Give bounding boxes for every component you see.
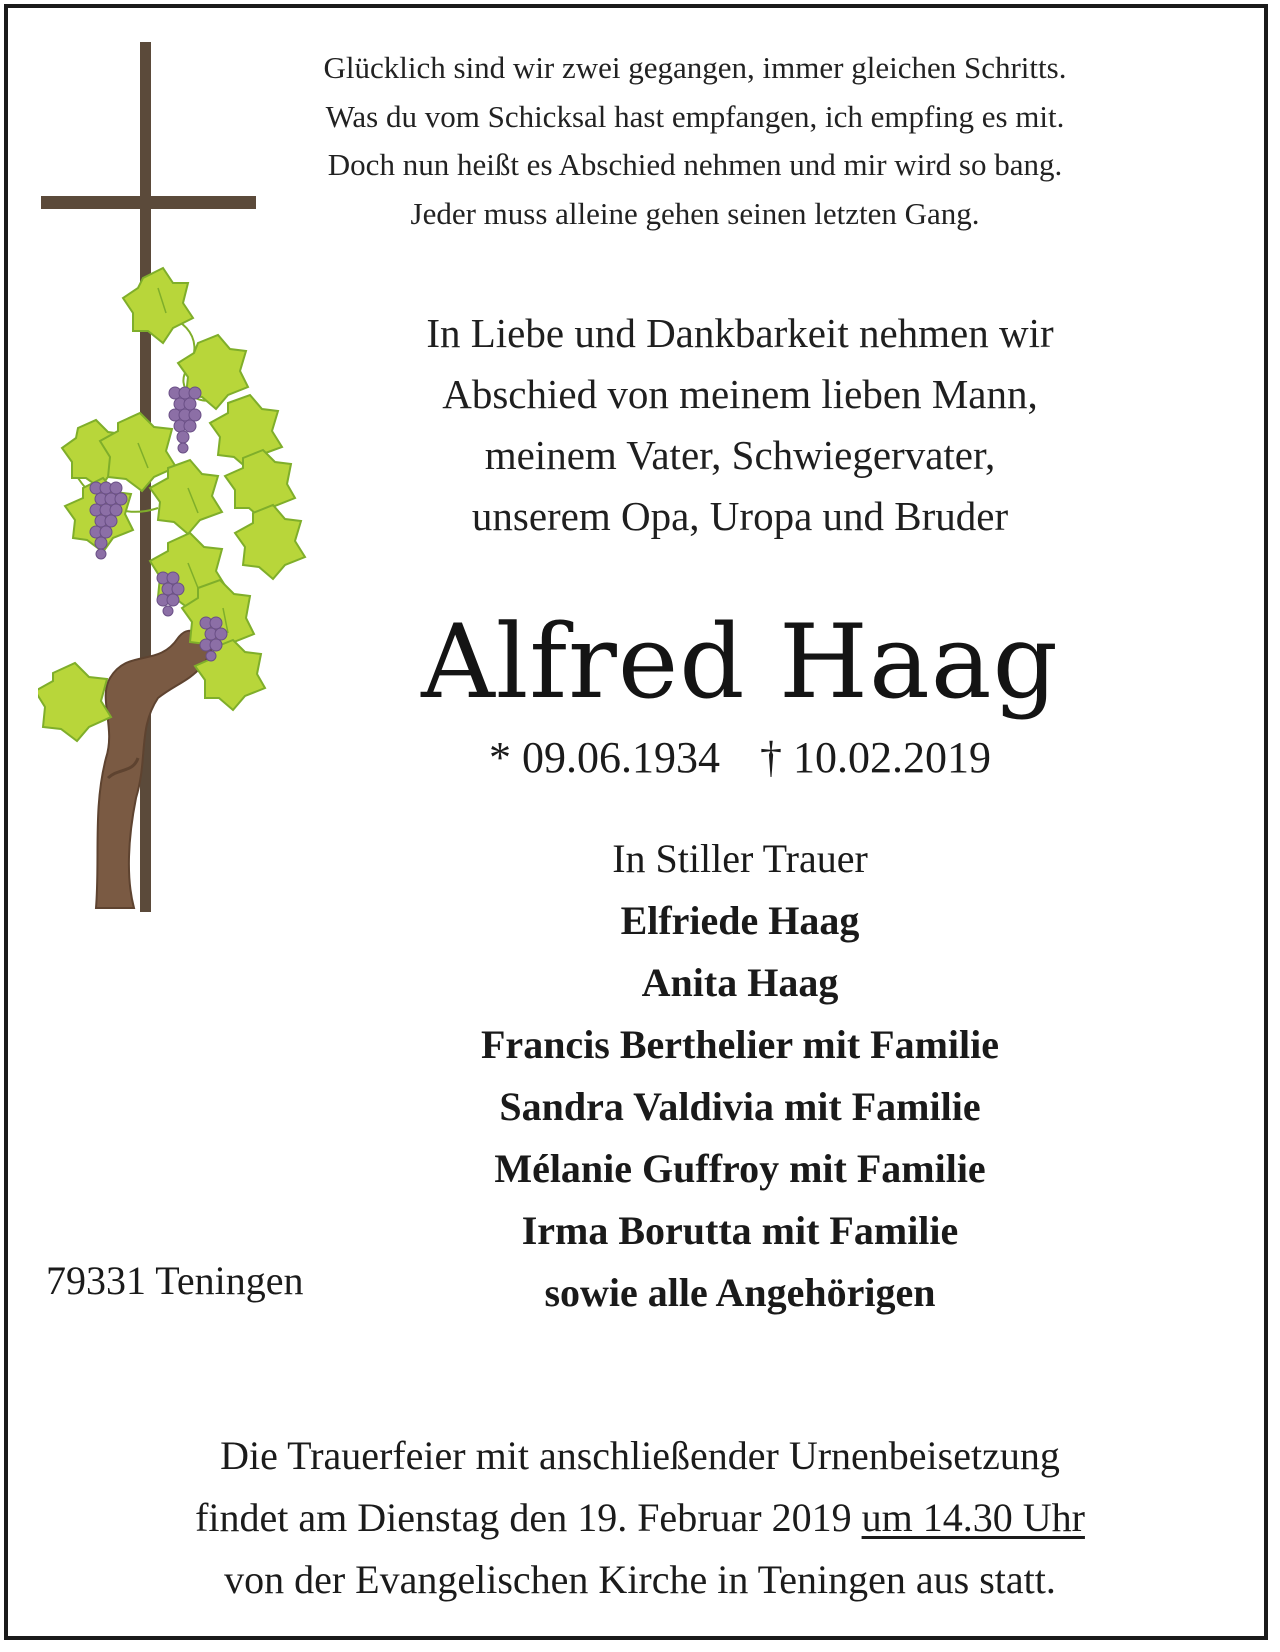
poem-line: Doch nun heißt es Abschied nehmen und mir wird so bang. xyxy=(327,147,1063,182)
mourner-name: sowie alle Angehörigen xyxy=(544,1270,936,1315)
service-line: Die Trauerfeier mit anschließender Urnenbeisetzung xyxy=(220,1433,1060,1478)
location: 79331 Teningen xyxy=(46,1258,304,1303)
mourner-name: Elfriede Haag xyxy=(620,898,860,943)
mourner-name: Sandra Valdivia mit Familie xyxy=(499,1084,981,1129)
service-time: um 14.30 Uhr xyxy=(861,1495,1085,1540)
intro-line: meinem Vater, Schwiegervater, xyxy=(484,432,996,478)
mourner-name: Irma Borutta mit Familie xyxy=(521,1208,959,1253)
poem-line: Glücklich sind wir zwei gegangen, immer gleichen Schritts. xyxy=(323,50,1067,85)
intro-line: Abschied von meinem lieben Mann, xyxy=(442,371,1038,417)
service-line: von der Evangelischen Kirche in Teningen aus statt. xyxy=(224,1557,1056,1602)
service-date: findet am Dienstag den 19. Februar 2019 xyxy=(195,1495,852,1540)
birth-date: * 09.06.1934 xyxy=(489,733,720,782)
poem-line: Jeder muss alleine gehen seinen letzten Gang. xyxy=(410,195,980,231)
mourner-name: Mélanie Guffroy mit Familie xyxy=(494,1146,986,1191)
intro-line: In Liebe und Dankbarkeit nehmen wir xyxy=(426,310,1054,356)
life-dates xyxy=(330,730,1150,786)
poem xyxy=(190,44,1200,238)
service-info xyxy=(30,1425,1250,1611)
mourner-name: Francis Berthelier mit Familie xyxy=(481,1022,999,1067)
death-date: † 10.02.2019 xyxy=(760,733,991,782)
service-line xyxy=(30,1487,1250,1549)
mourners-list xyxy=(330,828,1150,1324)
intro-line: unserem Opa, Uropa und Bruder xyxy=(471,493,1009,539)
poem-line: Was du vom Schicksal hast empfangen, ich empfing es mit. xyxy=(325,98,1065,134)
intro-text xyxy=(330,303,1150,547)
mourner-name: Anita Haag xyxy=(641,960,839,1005)
deceased-name: Alfred Haag xyxy=(421,603,1059,722)
mourners-heading: In Stiller Trauer xyxy=(612,836,868,881)
